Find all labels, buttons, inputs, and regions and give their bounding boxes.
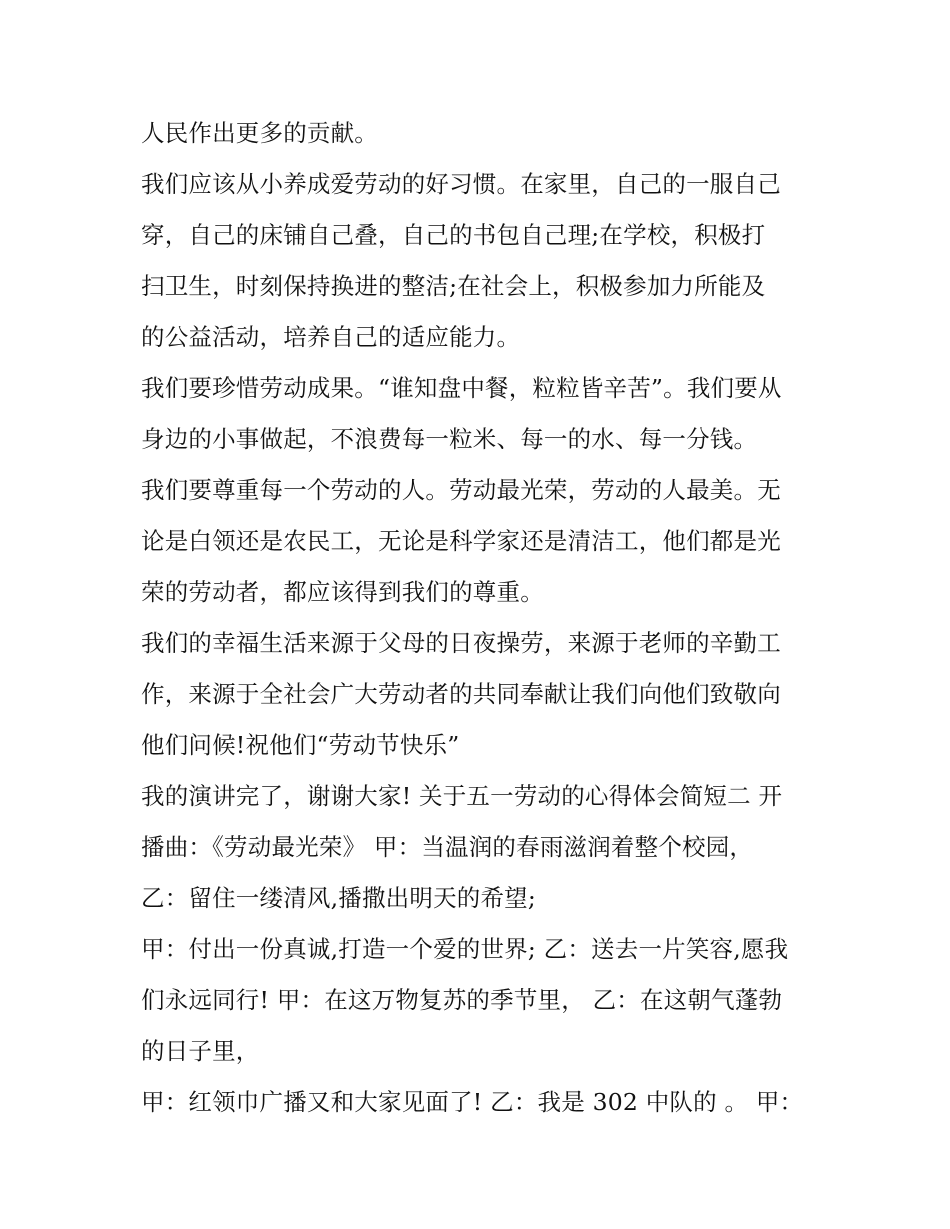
- text-line: 我们要尊重每一个劳动的人。劳动最光荣，劳动的人最美。无: [141, 476, 781, 504]
- text-line: 我的演讲完了，谢谢大家! 关于五一劳动的心得体会简短二 开: [141, 782, 783, 810]
- text-line: 人民作出更多的贡献。: [141, 119, 378, 147]
- text-line: 的公益活动，培养自己的适应能力。: [141, 323, 521, 351]
- text-line: 荣的劳动者，都应该得到我们的尊重。: [141, 578, 544, 606]
- text-line: 作，来源于全社会广大劳动者的共同奉献让我们向他们致敬向: [141, 680, 781, 708]
- text-line: 播曲：《劳动最光荣》 甲：当温润的春雨滋润着整个校园，: [141, 833, 754, 861]
- text-line: 我们的幸福生活来源于父母的日夜操劳，来源于老师的辛勤工: [141, 629, 781, 657]
- text-line: 他们问候!祝他们“劳动节快乐”: [141, 731, 460, 759]
- text-line: 扫卫生，时刻保持换进的整洁;在社会上，积极参加力所能及: [141, 272, 766, 300]
- text-line: 甲：红领巾广播又和大家见面了! 乙：我是 302 中队的 。 甲：: [141, 1088, 804, 1116]
- text-line: 我们应该从小养成爱劳动的好习惯。在家里，自己的一服自己: [141, 170, 781, 198]
- text-line: 论是白领还是农民工，无论是科学家还是清洁工，他们都是光: [141, 527, 781, 555]
- text-line: 们永远同行! 甲：在这万物复苏的季节里， 乙：在这朝气蓬勃: [141, 986, 783, 1014]
- text-line: 身边的小事做起，不浪费每一粒米、每一的水、每一分钱。: [141, 425, 758, 453]
- text-line: 甲：付出一份真诚,打造一个爱的世界; 乙：送去一片笑容,愿我: [141, 935, 789, 963]
- text-line: 我们要珍惜劳动成果。“谁知盘中餐，粒粒皆辛苦”。我们要从: [141, 374, 782, 402]
- text-line: 的日子里，: [141, 1037, 260, 1065]
- text-line: 乙：留住一缕清风,播撒出明天的希望;: [141, 884, 536, 912]
- text-line: 穿，自己的床铺自己叠，自己的书包自己理;在学校，积极打: [141, 221, 766, 249]
- body-text: [141, 108, 821, 1128]
